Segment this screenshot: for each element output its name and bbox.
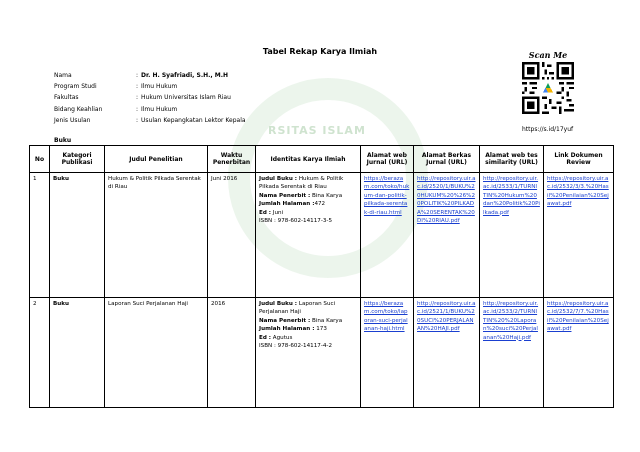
cell-no: 1 [30,173,50,298]
header-kategori: Kategori Publikasi [50,146,105,173]
header-similarity: Alamat web tes similarity (URL) [480,146,544,173]
identitas-penerbit-value: Bina Karya [310,192,343,199]
header-web: Alamat web Jurnal (URL) [361,146,414,173]
profile-label: Program Studi [54,83,97,91]
web-link[interactable]: https://berazam.com/toko/hukum-dan-politik-pilkada-serentak-di-riau.html [364,176,410,216]
similarity-link[interactable]: http://repository.uir.ac.id/2533/1/TURNITIN%20Hukum%20dan%20Politik%20Pilkada.pdf [483,176,540,216]
web-link[interactable]: https://berazam.com/toko/laporan-suci-perjalanan-haji.html [364,301,408,333]
cell-judul: Laporan Suci Perjalanan Haji [105,298,208,408]
identitas-judul-label: Judul Buku : [259,176,298,182]
identitas-judul-label: Judul Buku : [259,301,298,307]
table-header-row [30,146,614,173]
berkas-link[interactable]: http://repository.uir.ac.id/2520/1/BUKU%20HUKUM%20%26%20POLITIK%20PILKADA%20SERENTAK%20DI%20RIAU.pdf [417,176,476,225]
profile-value: Dr. H. Syafriadi, S.H., M.H [141,72,229,79]
identitas-halaman-label: Jumlah Halaman : [259,201,315,208]
cell-review [544,173,614,298]
profile-separator: : [136,72,139,79]
profile-separator: : [136,83,139,91]
qr-code-icon[interactable] [522,62,574,114]
profile-label: Fakultas [54,94,79,102]
table-row [30,173,614,298]
identitas-ed-label: Ed : [259,209,272,216]
header-berkas: Alamat Berkas Jurnal (URL) [414,146,480,173]
cell-judul: Hukum & Politik Pilkada Serentak di Riau [105,173,208,298]
cell-web [361,173,414,298]
profile-separator: : [136,116,139,124]
cell-identitas [256,173,361,298]
identitas-penerbit-value: Bina Karya [310,317,343,324]
section-label: Buku [54,137,72,144]
identitas-halaman-value: 173 [314,326,327,333]
profile-row-field [54,104,246,115]
identitas-penerbit-label: Nama Penerbit : [259,192,311,199]
profile-separator: : [136,94,139,102]
cell-berkas [414,173,480,298]
watermark-text: RSITAS ISLAM [268,124,366,137]
similarity-link[interactable]: http://repository.uir.ac.id/2533/2/TURNITIN%20%20Laporan%20suci%20Perjalanan%20Haji.pdf [483,301,539,341]
cell-no: 2 [30,298,50,408]
profile-row-proposal [54,115,246,126]
cell-identitas [256,298,361,408]
identitas-isbn: ISBN : 978-602-14117-3-5 [259,218,333,225]
identitas-ed-value: Juni [271,209,284,216]
profile-row-faculty [54,92,246,103]
identitas-halaman-value: 472 [314,201,326,208]
identitas-judul-value: Hukum & Politik Pilkada Serentak di Riau [259,176,344,191]
identitas-ed-value: Agutus [271,334,293,341]
cell-review [544,298,614,408]
header-identitas: Identitas Karya Ilmiah [256,146,361,173]
qr-url[interactable]: https://s.id/17yuf [522,126,574,133]
cell-waktu: 2016 [208,298,256,408]
profile-value: Usulan Kepangkatan Lektor Kepala [141,116,246,124]
profile-label: Nama [54,72,72,79]
identitas-judul-value: Laporan Suci Perjalanan Haji [259,301,336,316]
cell-similarity [480,173,544,298]
identitas-ed-label: Ed : [259,334,272,341]
document-title: Tabel Rekap Karya Ilmiah [262,47,378,56]
scan-me-caption: Scan Me [528,50,568,60]
profile-label: Bidang Keahlian [54,105,103,113]
profile-value: Ilmu Hukum [141,83,178,91]
profile-separator: : [136,105,139,113]
header-waktu: Waktu Penerbitan [208,146,256,173]
cell-web [361,298,414,408]
header-review: Link Dokumen Review [544,146,614,173]
karya-ilmiah-table [29,145,614,408]
profile-row-name [54,70,246,81]
profile-info [54,70,246,126]
profile-label: Jenis Usulan [54,116,91,124]
cell-kategori: Buku [50,173,105,298]
profile-row-program [54,81,246,92]
review-link[interactable]: https://repository.uir.ac.id/2532/7/7.%20Hasil%20Penilaian%20Sejawat.pdf [547,301,609,333]
cell-berkas [414,298,480,408]
cell-kategori: Buku [50,298,105,408]
profile-value: Hukum Universitas Islam Riau [141,94,231,102]
cell-similarity [480,298,544,408]
identitas-halaman-label: Jumlah Halaman : [259,326,315,333]
berkas-link[interactable]: http://repository.uir.ac.id/2521/1/BUKU%20SUCI%20PERJALANAN%20HAJI.pdf [417,301,476,333]
identitas-isbn: ISBN : 978-602-14117-4-2 [259,343,333,350]
identitas-penerbit-label: Nama Penerbit : [259,317,311,324]
profile-value: Ilmu Hukum [141,105,178,113]
table-row [30,298,614,408]
header-judul: Judul Penelitian [105,146,208,173]
review-link[interactable]: https://repository.uir.ac.id/2532/3/3.%20Hasil%20Penilaian%20Sejawat.pdf [547,176,609,208]
cell-waktu: Juni 2016 [208,173,256,298]
header-no: No [30,146,50,173]
qr-block [518,50,578,114]
